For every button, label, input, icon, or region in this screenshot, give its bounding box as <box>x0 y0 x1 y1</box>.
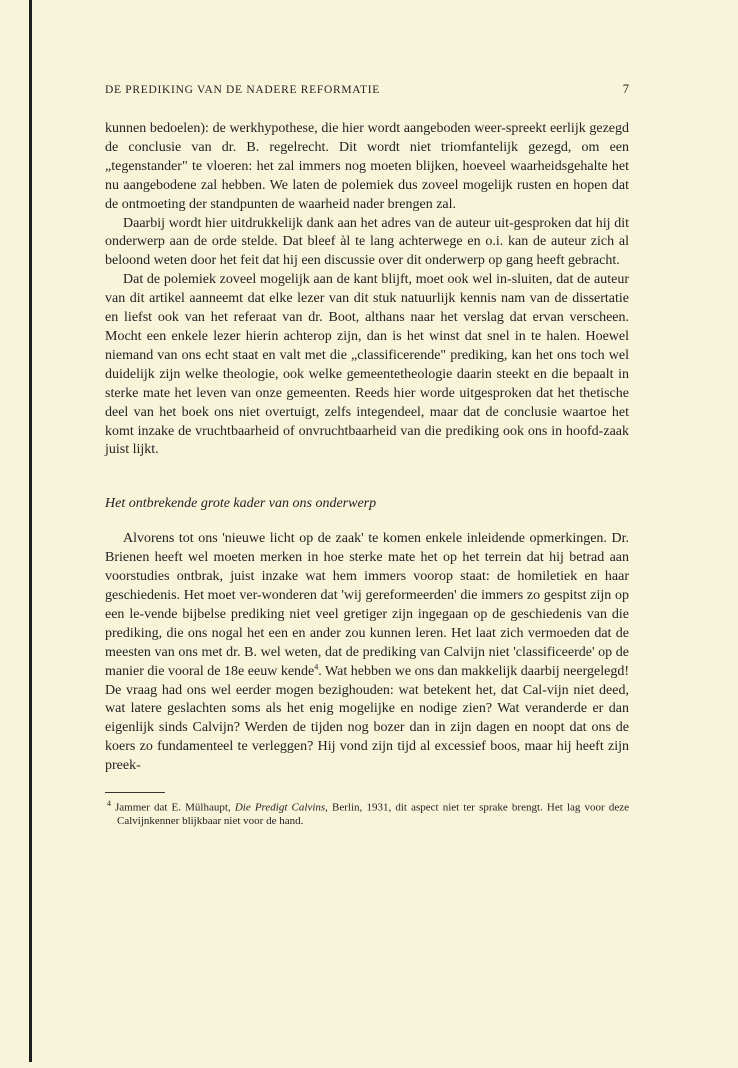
paragraph: Daarbij wordt hier uitdrukkelijk dank aan het adres van de auteur uit-gesproken dat hij dit onderwerp aan de orde stelde. Dat bleef àl te lang achterwege en o.i. kan de auteur zich al beloond weten door het feit dat hij een discussie over dit onderwerp op gang heeft gebracht. <box>105 215 629 269</box>
footnote <box>105 797 629 829</box>
paragraph-text: . Wat hebben we ons dan makkelijk daarbij neergelegd! De vraag had ons wel eerder mogen bezighouden: wat betekent het, dat Cal-vijn niet deed, wat latere geslachten soms als het enig mogelijke en nodige zien? Wat veranderde er dan eigenlijk sinds Calvijn? Werden de tijden nog bozer dan in zijn dagen en noopt dat ons de koers zo fundamenteel te verleggen? Hij vond zijn tijd al excessief boos, maar hij heeft zijn preek- <box>105 663 629 774</box>
footnote-text: Jammer dat E. Mülhaupt, <box>115 801 235 814</box>
running-title: DE PREDIKING VAN DE NADERE REFORMATIE <box>105 84 380 96</box>
footnote-reference: 4 <box>314 662 319 671</box>
running-header <box>105 82 629 102</box>
page-number: 7 <box>622 82 629 96</box>
footnote-text: Berlin, 1931, dit aspect niet ter sprake brengt. Het lag voor deze Calvijnkenner blijkbaar niet voor de hand. <box>117 801 629 828</box>
paragraph: kunnen bedoelen): de werkhypothese, die hier wordt aangeboden weer-spreekt eerlijk gezegd de conclusie van dr. B. regelrecht. Dit wordt niet triomfantelijk gezegd, om een „tegenstander" te vloeren: het zal immers nog moeten blijken, hoeveel waarheidsgehalte het nu aangebodene zal hebben. We laten de polemiek dus zoveel mogelijk rusten en hopen dat de ontmoeting der standpunten de waarheid nader brengen zal. <box>105 121 629 212</box>
paragraph: Dat de polemiek zoveel mogelijk aan de kant blijft, moet ook wel in-sluiten, dat de auteur van dit artikel aanneemt dat elke lezer van dit stuk natuurlijk kennis nam van de dissertatie en liefst ook van het referaat van dr. Boot, althans naar het verslag dat ervan verscheen. Mocht een enkele lezer hierin achterop zijn, dan is het winst dat snel in te halen. Hoewel niemand van ons echt staat en valt met die „classificerende" prediking, kan het ons toch wel duidelijk zijn welke theologie, ook welke gemeentetheologie daarin steekt en die bepaalt in sterke mate het leven van onze gemeenten. Reeds hier worde uitgesproken dat het thetische deel van het boek ons niet overtuigt, zelfs integendeel, maar dat de conclusie waartoe het komt inzake de vruchtbaarheid of onvruchtbaarheid van die prediking ook ons in hoofd-zaak juist lijkt. <box>105 272 629 458</box>
section-heading: Het ontbrekende grote kader van ons onderwerp <box>105 496 377 512</box>
footnote-divider <box>105 792 165 793</box>
paragraph <box>105 530 629 776</box>
body-text <box>105 120 629 776</box>
page-edge-line <box>29 0 32 1062</box>
paragraph-text: Alvorens tot ons 'nieuwe licht op de zaak' te komen enkele inleidende opmerkingen. Dr. Brienen heeft wel moeten merken in hoe sterke mate het op het terrein dat hij betrad aan voorstudies ontbrak, juist inzake wat hem immers voorop staat: de homiletiek en haar geschiedenis. Het moet ver-wonderen dat 'wij gereformeerden' die immers zo gespitst zijn op een le-vende bijbelse prediking niet veel gretiger zijn ingegaan op de geschiedenis van die prediking, die ons nogal het een en ander zou kunnen leren. Het laat zich vermoeden dat de meesten van ons met dr. B. wel weten, dat de prediking van Calvijn niet 'classificeerde' op de manier die vooral de 18e eeuw kende <box>105 531 629 679</box>
footnote-book-title: Die Predigt Calvins, <box>234 801 328 814</box>
footnote-mark: 4 <box>107 799 111 809</box>
book-page <box>105 82 629 829</box>
